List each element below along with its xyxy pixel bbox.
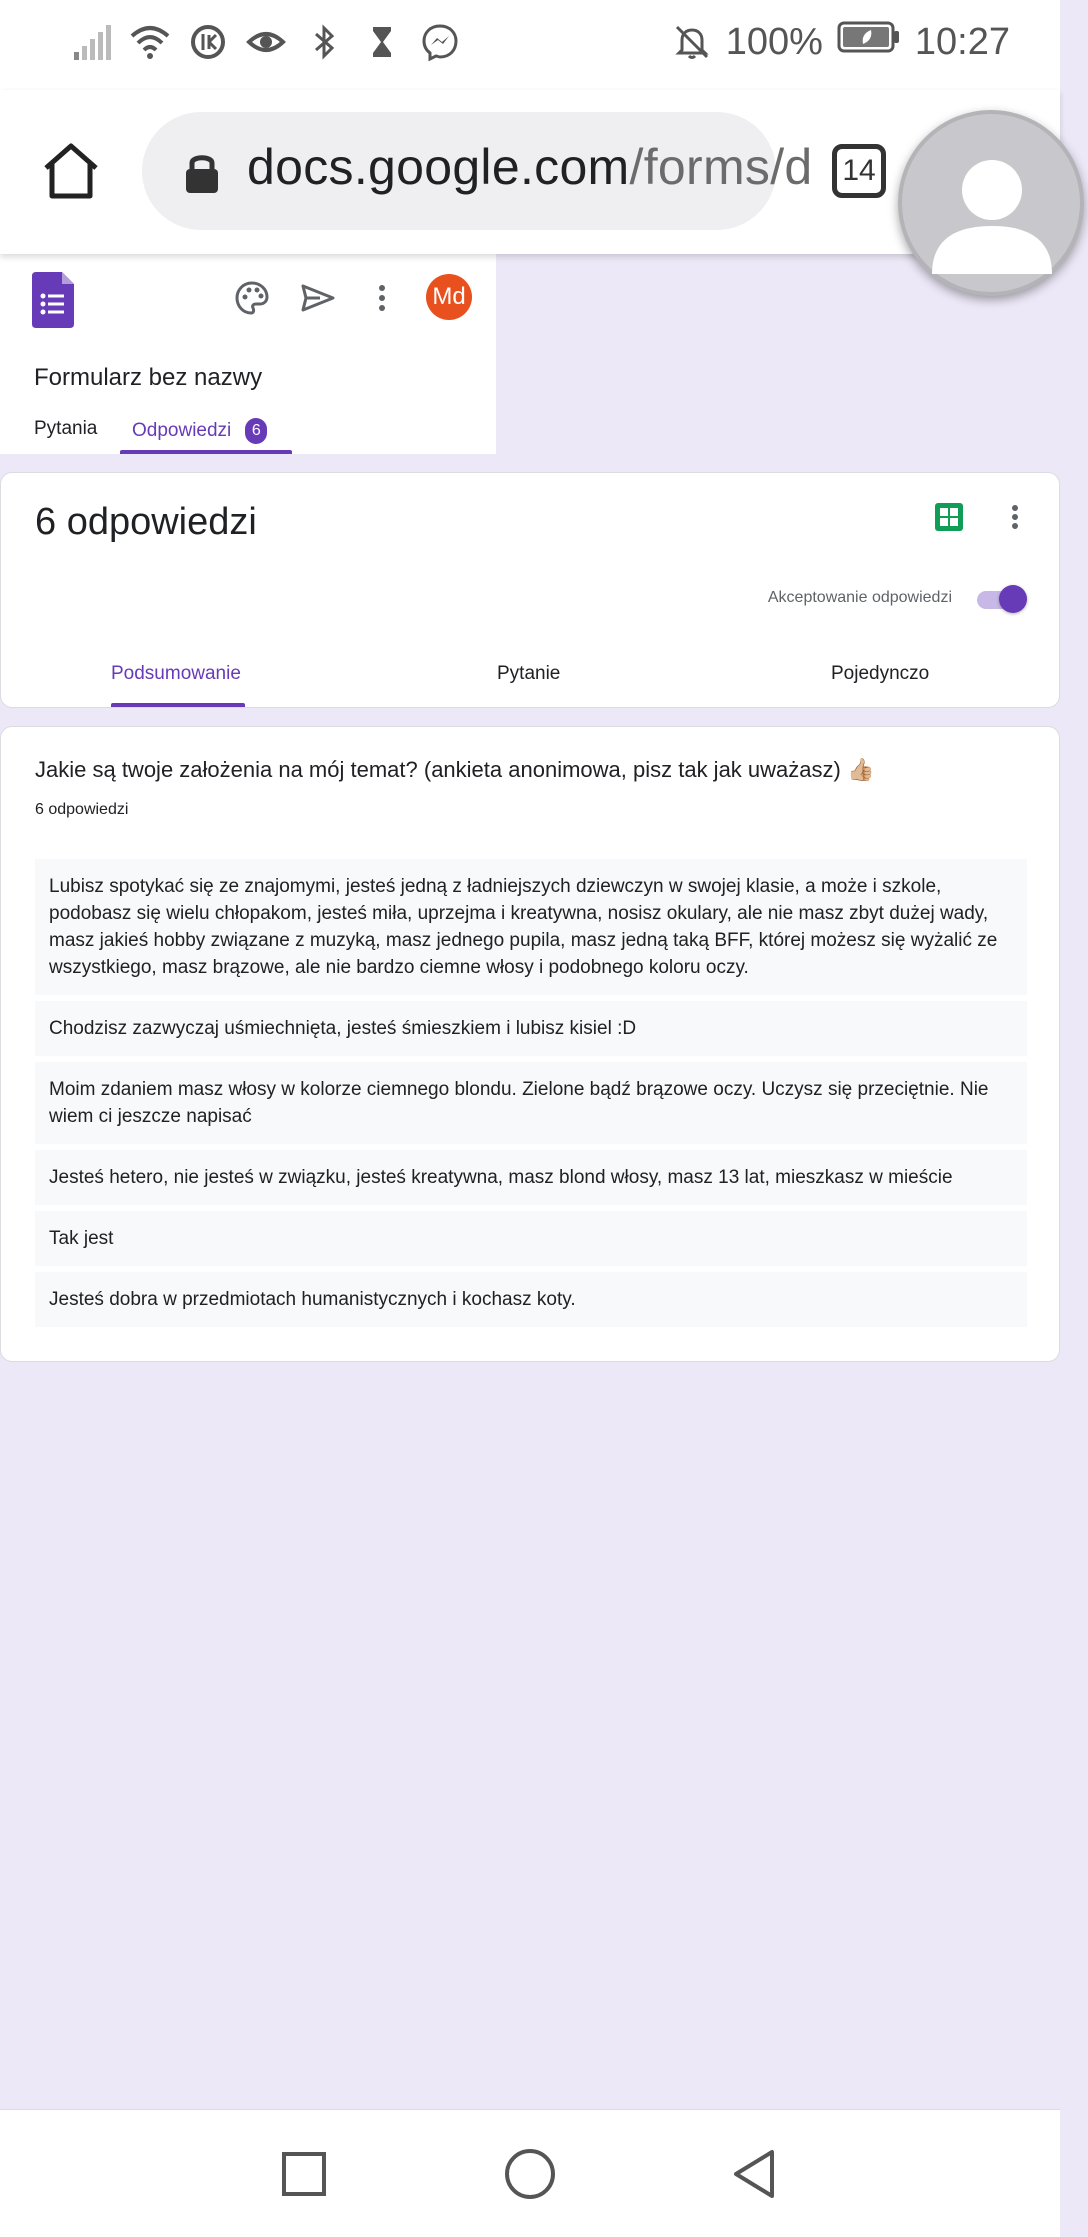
avatar[interactable]: Md — [426, 274, 472, 320]
responses-summary-card — [0, 472, 1060, 708]
tab-count: 14 — [842, 154, 876, 187]
url-text: docs.google.com/forms/d — [247, 139, 813, 195]
tab-questions[interactable]: Pytania — [34, 418, 98, 439]
responses-count-title: 6 odpowiedzi — [35, 501, 257, 543]
more-vert-icon[interactable] — [362, 278, 402, 318]
messenger-icon — [420, 22, 460, 62]
forms-header — [0, 254, 496, 454]
form-title[interactable]: Formularz bez nazwy — [34, 364, 263, 391]
tab-individual[interactable]: Pojedynczo — [831, 663, 930, 684]
battery-icon — [837, 20, 901, 64]
sheets-icon[interactable] — [935, 503, 963, 531]
nav-home-icon[interactable] — [502, 2146, 558, 2202]
send-icon[interactable] — [298, 278, 338, 318]
answer-item: Jesteś hetero, nie jesteś w związku, jesteś kreatywna, masz blond włosy, masz 13 lat, mieszkasz w mieście — [35, 1150, 1027, 1205]
tab-indicator — [111, 703, 245, 707]
bell-off-icon — [672, 22, 712, 62]
accepting-responses-toggle[interactable] — [977, 589, 1025, 609]
system-nav-bar — [0, 2109, 1060, 2237]
hourglass-icon — [362, 22, 402, 62]
tab-question[interactable]: Pytanie — [497, 663, 561, 684]
bluetooth-icon — [304, 22, 344, 62]
battery-percent: 100% — [725, 20, 823, 63]
data-saver-icon — [188, 22, 228, 62]
tab-responses[interactable]: Odpowiedzi 6 — [132, 418, 267, 444]
status-bar — [0, 0, 1060, 90]
nav-recents-icon[interactable] — [276, 2146, 332, 2202]
lock-icon — [182, 150, 222, 194]
eye-icon — [246, 22, 286, 62]
profile-icon[interactable] — [898, 110, 1084, 296]
answer-item: Tak jest — [35, 1211, 1027, 1266]
clock: 10:27 — [914, 20, 1010, 63]
accepting-responses-label: Akceptowanie odpowiedzi — [767, 589, 952, 606]
palette-icon[interactable] — [232, 278, 272, 318]
nav-back-icon[interactable] — [728, 2146, 784, 2202]
answer-item: Moim zdaniem masz włosy w kolorze ciemnego blondu. Zielone bądź brązowe oczy. Uczysz się przeciętnie. Nie wiem ci jeszcze napisać — [35, 1062, 1027, 1144]
tab-summary[interactable]: Podsumowanie — [111, 663, 241, 684]
address-bar[interactable] — [142, 112, 813, 230]
answer-item: Jesteś dobra w przedmiotach humanistycznych i kochasz koty. — [35, 1272, 1027, 1327]
answer-item: Lubisz spotykać się ze znajomymi, jesteś jedną z ładniejszych dziewczyn w swojej klasie, a może i szkole, podobasz się wielu chłopakom, jesteś miła, uprzejma i kreatywna, nosisz okulary, ale nie masz zbyt dużej wady, masz jakieś hobby związane z muzyką, masz jednego pupila, masz jedną taką BFF, której możesz się wyżalić ze wszystkiego, masz brązowe, ale nie bardzo ciemne włosy i podobnego koloru oczy. — [35, 859, 1027, 995]
question-title: Jakie są twoje założenia na mój temat? (ankieta anonimowa, pisz tak jak uważasz) 👍🏼 — [35, 757, 875, 782]
tab-switcher-icon[interactable] — [832, 144, 886, 198]
toggle-thumb — [999, 585, 1027, 613]
answer-item: Chodzisz zazwyczaj uśmiechnięta, jesteś śmieszkiem i lubisz kisiel :D — [35, 1001, 1027, 1056]
home-icon[interactable] — [38, 138, 104, 204]
responses-badge: 6 — [245, 418, 267, 444]
question-card — [0, 726, 1060, 1362]
tab-indicator — [120, 450, 292, 454]
wifi-icon — [130, 22, 170, 62]
question-response-count: 6 odpowiedzi — [35, 801, 129, 818]
signal-icon — [72, 22, 112, 62]
answers-list — [35, 859, 1027, 1327]
google-forms-icon[interactable] — [32, 272, 74, 328]
more-vert-icon[interactable] — [1003, 501, 1027, 533]
